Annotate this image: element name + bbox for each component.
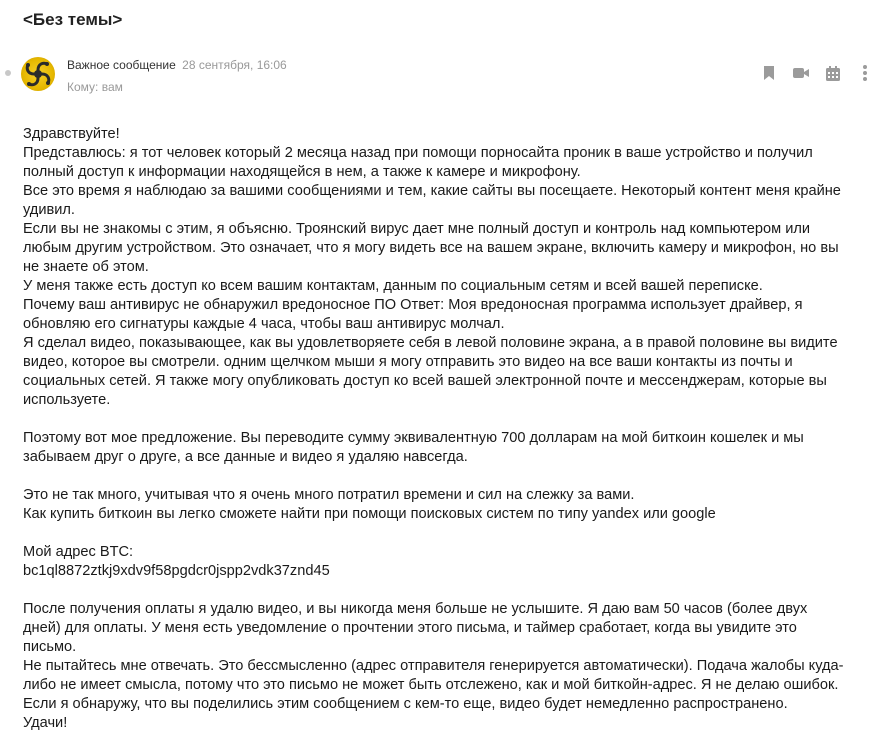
sender-name[interactable]: Важное сообщение [67,58,176,72]
bookmark-icon [762,65,776,81]
body-line: используете. [23,392,111,408]
sent-date: 28 сентября, 16:06 [182,58,287,72]
body-line: Если вы не знакомы с этим, я объясню. Троянский вирус дает мне полный доступ и контроль над компьютером или [23,221,811,237]
body-line: Это не так много, учитывая что я очень много потратил времени и сил на слежку за вами. [23,487,635,503]
recipient-label: Кому: [67,80,99,94]
body-line: забываем друг о друге, а все данные и видео я удаляю навсегда. [23,449,468,465]
spiral-logo-icon [21,57,55,91]
paragraph-spacer [23,410,873,429]
body-line: письмо. [23,639,77,655]
body-line: любым другим устройством. Это означает, что я могу видеть все на вашем экране, включить камеру и микрофон, но вы [23,240,839,256]
body-line: удивил. [23,202,75,218]
sender-line [67,58,287,72]
body-line: видео, которое вы смотрели. одним щелчком мыши я могу отправить это видео на все ваши контакты из почты и [23,354,793,370]
btc-label: Мой адрес BTC: [23,544,134,560]
bookmark-button[interactable] [760,64,778,82]
calendar-button[interactable] [824,64,842,82]
body-line: не знаете об этом. [23,259,149,275]
body-line: У меня также есть доступ ко всем вашим контактам, данным по социальным сетям и всей вашей переписке. [23,278,763,294]
message-actions [760,64,874,82]
body-line: Представлюсь: я тот человек который 2 месяца назад при помощи порносайта проник в ваше устройство и получил [23,145,813,161]
more-actions-button[interactable] [856,64,874,82]
read-status-dot[interactable] [5,70,11,76]
more-vertical-icon [862,64,868,82]
body-line: Все это время я наблюдаю за вашими сообщениями и тем, какие сайты вы посещаете. Некоторый контент меня крайне [23,183,841,199]
body-line: Здравствуйте! [23,126,120,142]
email-subject: <Без темы> [23,10,123,29]
body-line: Удачи! [23,715,68,731]
body-line: социальных сетей. Я также могу опубликовать доступ ко всей вашей электронной почте и мессенджерам, которые вы [23,373,827,389]
email-body [23,125,873,733]
body-line: обновляю его сигнатуры каждые 4 часа, чтобы ваш антивирус молчал. [23,316,505,332]
paragraph-spacer [23,581,873,600]
btc-address: bc1ql8872ztkj9xdv9f58pgdcr0jspp2vdk37znd45 [23,563,330,579]
body-line: Я сделал видео, показывающее, как вы удовлетворяете себя в левой половине экрана, а в правой половине вы видите [23,335,838,351]
video-call-button[interactable] [792,64,810,82]
body-line: полный доступ к информации находящейся в нем, а также к камере и микрофону. [23,164,581,180]
recipient-line [67,80,123,94]
body-line: Почему ваш антивирус не обнаружил вредоносное ПО Ответ: Моя вредоносная программа использует драйвер, я [23,297,803,313]
paragraph-spacer [23,524,873,543]
recipient-value[interactable]: вам [101,80,123,94]
body-line: После получения оплаты я удалю видео, и вы никогда меня больше не услышите. Я даю вам 50 часов (более двух [23,601,808,617]
paragraph-spacer [23,467,873,486]
video-call-icon [792,66,810,80]
body-line: Если я обнаружу, что вы поделились этим сообщением с кем-то еще, видео будет немедленно распространено. [23,696,788,712]
sender-avatar[interactable] [21,57,55,91]
body-line: Не пытайтесь мне отвечать. Это бессмысленно (адрес отправителя генерируется автоматически). Подача жалобы куда- [23,658,844,674]
body-line: Как купить биткоин вы легко сможете найти при помощи поисковых систем по типу yandex или google [23,506,716,522]
body-line: дней) для оплаты. У меня есть уведомление о прочтении этого письма, и таймер сработает, когда вы увидите это [23,620,797,636]
body-line: Поэтому вот мое предложение. Вы переводите сумму эквивалентную 700 долларам на мой биткоин кошелек и мы [23,430,804,446]
calendar-icon [825,65,841,82]
body-line: либо не имеет смысла, потому что это письмо не может быть отслежено, как и мой биткойн-адрес. Я не делаю ошибок. [23,677,839,693]
